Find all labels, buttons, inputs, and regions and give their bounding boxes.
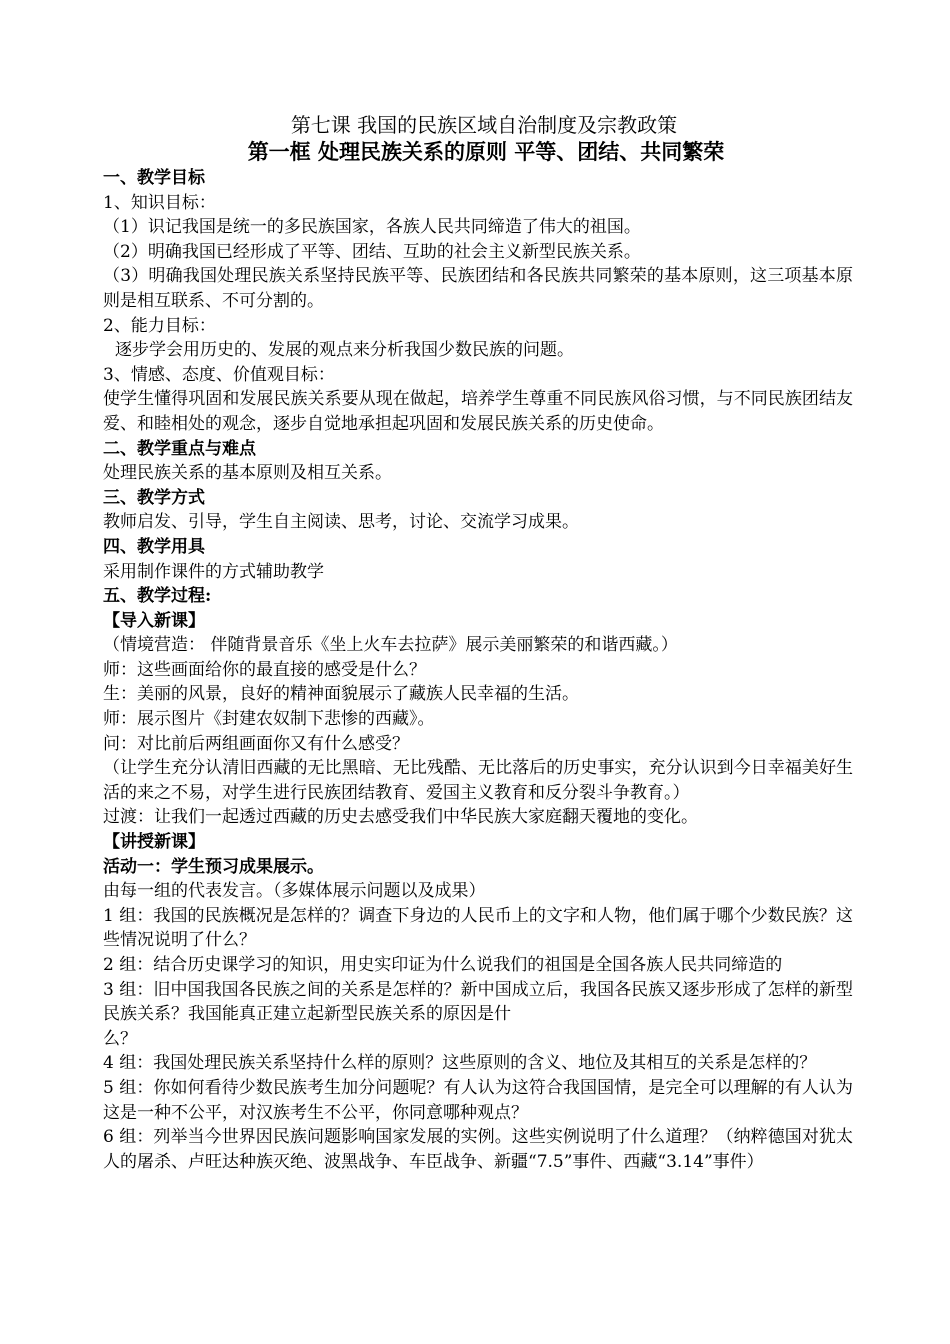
key-points-body: 处理民族关系的基本原则及相互关系。 — [103, 463, 392, 484]
intro-line-5: 问：对比前后两组画面你又有什么感受？ — [103, 733, 409, 754]
knowledge-objective-3: （3）明确我国处理民族关系坚持民族平等、民族团结和各民族共同繁荣的基本原则，这三项基本原则是相互联系、不可分割的。 — [103, 266, 853, 311]
intro-line-7: 过渡：让我们一起透过西藏的历史去感受我们中华民族大家庭翻天覆地的变化。 — [103, 807, 698, 828]
section-heading-key-points: 二、教学重点与难点 — [103, 438, 256, 459]
section-heading-method: 三、教学方式 — [103, 487, 205, 508]
method-body: 教师启发、引导，学生自主阅读、思考，讨论、交流学习成果。 — [103, 512, 579, 533]
intro-line-3: 生：美丽的风景，良好的精神面貌展示了藏族人民幸福的生活。 — [103, 684, 579, 705]
group-1-question: 1 组：我国的民族概况是怎样的？调查下身边的人民币上的文字和人物，他们属于哪个少数民族？这些情况说明了什么？ — [103, 905, 853, 951]
section-heading-process: 五、教学过程: — [103, 586, 212, 607]
knowledge-objective-label: 1、知识目标： — [103, 192, 216, 213]
ability-objective-1: 逐步学会用历史的、发展的观点来分析我国少数民族的问题。 — [115, 340, 574, 361]
section-heading-tools: 四、教学用具 — [103, 536, 205, 557]
emotion-objective-label: 3、情感、态度、价值观目标： — [103, 364, 335, 385]
group-3-question-end: 么？ — [103, 1028, 137, 1049]
group-2-question: 2 组：结合历史课学习的知识，用史实印证为什么说我们的祖国是全国各族人民共同缔造的 — [103, 955, 783, 975]
intro-line-1: （情境营造： 伴随背景音乐《坐上火车去拉萨》展示美丽繁荣的和谐西藏。） — [103, 635, 678, 656]
intro-line-2: 师：这些画面给你的最直接的感受是什么？ — [103, 659, 426, 680]
tools-body: 采用制作课件的方式辅助教学 — [103, 561, 324, 582]
lesson-title: 第七课 我国的民族区域自治制度及宗教政策 — [290, 113, 678, 137]
group-6-question: 6 组：列举当今世界因民族问题影响国家发展的实例。这些实例说明了什么道理？（纳粹德国对犹太人的屠杀、卢旺达种族灭绝、波黑战争、车臣战争、新疆“7.5”事件、西藏“3.14”事件） — [103, 1127, 853, 1172]
knowledge-objective-1: （1）识记我国是统一的多民族国家，各族人民共同缔造了伟大的祖国。 — [103, 217, 641, 238]
emotion-objective-1: 使学生懂得巩固和发展民族关系要从现在做起，培养学生尊重不同民族风俗习惯，与不同民族团结友爱、和睦相处的观念，逐步自觉地承担起巩固和发展民族关系的历史使命。 — [103, 389, 853, 434]
document-page — [103, 112, 853, 1174]
group-4-question: 4 组：我国处理民族关系坚持什么样的原则？这些原则的含义、地位及其相互的关系是怎样的？ — [103, 1053, 817, 1074]
group-5-question: 5 组：你如何看待少数民族考生加分问题呢？有人认为这符合我国国情，是完全可以理解的有人认为这是一种不公平，对汉族考生不公平，你同意哪种观点？ — [103, 1077, 853, 1123]
teach-heading: 【讲授新课】 — [103, 832, 205, 853]
group-3-question: 3 组：旧中国我国各民族之间的关系是怎样的？新中国成立后，我国各民族又逐步形成了怎样的新型民族关系？我国能真正建立起新型民族关系的原因是什 — [103, 979, 853, 1025]
lesson-subtitle: 第一框 处理民族关系的原则 平等、团结、共同繁荣 — [247, 139, 725, 164]
activity-1-heading: 活动一：学生预习成果展示。 — [103, 856, 324, 877]
intro-line-6: （让学生充分认清旧西藏的无比黑暗、无比残酷、无比落后的历史事实，充分认识到今日幸福美好生活的来之不易，对学生进行民族团结教育、爱国主义教育和反分裂斗争教育。） — [103, 758, 853, 803]
intro-heading: 【导入新课】 — [103, 610, 205, 631]
activity-1-intro: 由每一组的代表发言。（多媒体展示问题以及成果） — [103, 881, 486, 902]
section-heading-objectives: 一、教学目标 — [103, 168, 205, 188]
knowledge-objective-2: （2）明确我国已经形成了平等、团结、互助的社会主义新型民族关系。 — [103, 241, 641, 262]
intro-line-4: 师：展示图片《封建农奴制下悲惨的西藏》。 — [103, 709, 435, 730]
ability-objective-label: 2、能力目标： — [103, 315, 216, 336]
